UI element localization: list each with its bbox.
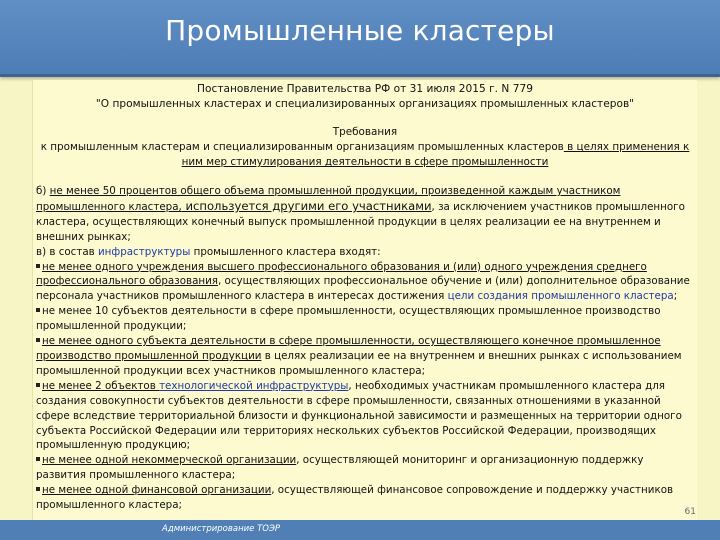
requirements-text-a: к промышленным кластерам и специализированным организациям промышленных кластеров [40, 141, 564, 153]
bullet-financial-underlined: не менее одной финансовой организации [42, 484, 272, 497]
decree-block [33, 82, 697, 112]
item-b-text: , за исключением участников промышленного кластера, осуществляющих конечный выпуск промышленной продукции в целях реализации ее на внутреннем и внешних рынках; [36, 200, 685, 243]
bullet-education-text: , осуществляющих профессиональное обучение и (или) дополнительное образование персонала участников промышленного кластера в интересах достижения [36, 275, 690, 303]
square-bullet-icon [36, 338, 40, 342]
bullet-tech-infrastructure-term: технологической инфраструктуры [159, 379, 349, 392]
requirements-list [33, 184, 697, 513]
requirements-block [33, 125, 697, 170]
decree-line-1: Постановление Правительства РФ от 31 июля 2015 г. N 779 [197, 83, 533, 95]
bullet-education-underlined: не менее одного учреждения высшего профессионального образования и (или) одного учреждения среднего профессионального образования [36, 260, 647, 288]
bullet-final-producer-text: в целях реализации ее на внутреннем и внешних рынках с использованием промышленной продукции всех участников промышленного кластера; [36, 349, 682, 377]
bullet-education-goal: цели создания промышленного кластера [447, 290, 674, 303]
item-v-infrastructure: инфраструктуры [97, 245, 191, 258]
requirements-text-b: в целях применения к ним мер стимулирования деятельности в сфере промышленности [181, 141, 690, 168]
bullet-final-producer [36, 334, 691, 379]
slide-title: Промышленные кластеры [165, 14, 555, 47]
bullet-nonprofit [36, 453, 691, 483]
bullet-industry-subjects-text: не менее 10 субъектов деятельности в сфере промышленности, осуществляющих промышленное производство промышленной продукции; [36, 305, 661, 333]
bullet-tech-text: , необходимых участникам промышленного кластера для создания совокупности субъектов деятельности в сфере промышленности, связанных отношениями в указанной сфере вследствие территориальной близости и функциональной зависимости и размещенных на территории одного субъекта Российской Федерации или территориях нескольких субъектов Российской Федерации, производящих промышленную продукцию; [36, 379, 682, 452]
item-b-emphasis: используется другими его участниками [181, 198, 432, 213]
bullet-financial-text: , осуществляющей финансовое сопровождение и поддержку участников промышленного кластера; [36, 484, 674, 512]
item-b [36, 184, 691, 245]
item-b-underlined: не менее 50 процентов общего объема промышленной продукции, произведенной каждым участником промышленного кластера, [36, 185, 621, 213]
item-v-rest: промышленного кластера входят: [190, 245, 381, 258]
bullet-financial [36, 483, 691, 513]
item-b-prefix: б) [36, 185, 50, 197]
bullet-education-end: ; [673, 290, 678, 303]
footer-text: Администрирование ТОЭР [162, 524, 281, 534]
square-bullet-icon [36, 308, 40, 312]
item-v [36, 245, 691, 260]
bullet-tech-infrastructure [36, 379, 691, 454]
bullet-final-producer-underlined: не менее одного субъекта деятельности в сфере промышленности, осуществляющего конечное промышленное производство промышленной продукции [36, 335, 661, 362]
requirements-text [33, 140, 697, 170]
item-v-prefix: в) в состав [36, 245, 98, 258]
content-area [32, 80, 697, 520]
footer-bar [0, 520, 720, 540]
square-bullet-icon [36, 383, 40, 387]
square-bullet-icon [36, 487, 40, 491]
header-bar [0, 0, 720, 77]
square-bullet-icon [36, 457, 40, 461]
requirements-heading: Требования [332, 126, 398, 138]
bullet-nonprofit-text: , осуществляющей мониторинг и организационную поддержку развития промышленного кластера; [36, 454, 644, 482]
bullet-education [36, 260, 691, 305]
square-bullet-icon [36, 264, 40, 268]
page-number: 61 [684, 507, 696, 517]
bullet-tech-underlined: не менее 2 объектов [42, 379, 160, 392]
bullet-industry-subjects [36, 304, 691, 334]
bullet-nonprofit-underlined: не менее одной некоммерческой организации [42, 454, 297, 467]
decree-line-2: "О промышленных кластерах и специализированных организациях промышленных кластеров" [95, 98, 635, 110]
